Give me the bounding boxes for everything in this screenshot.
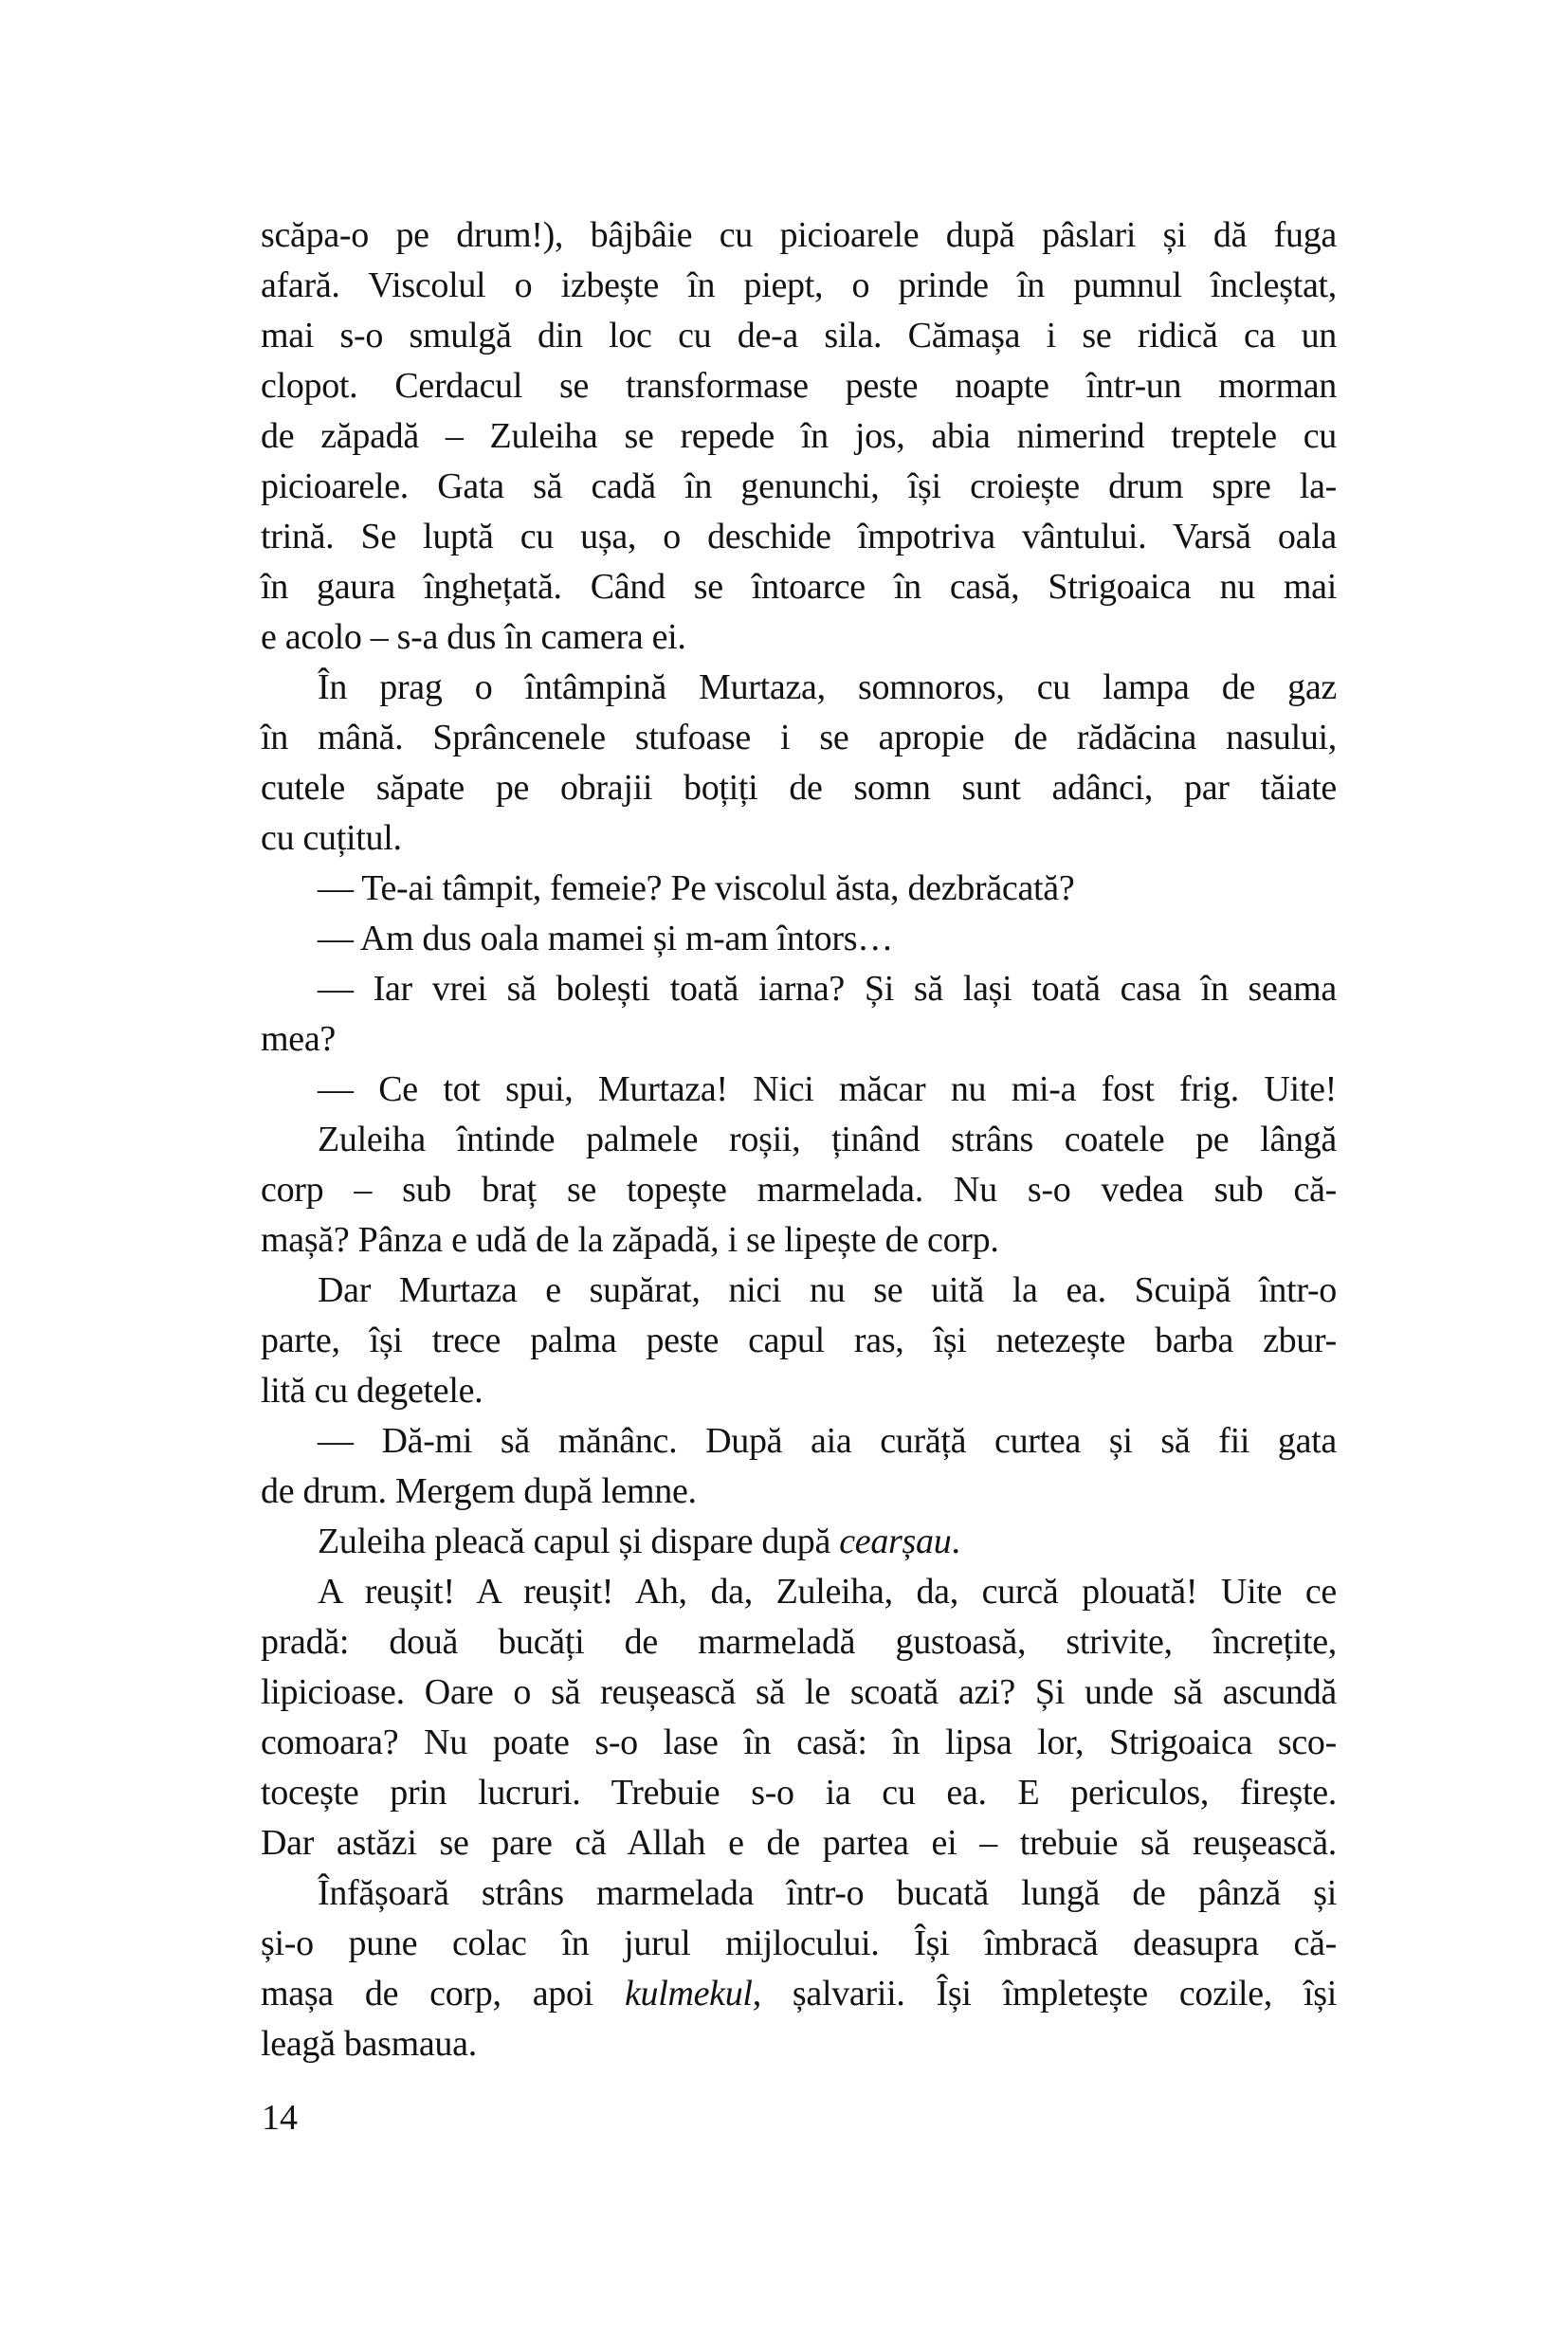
text-line: parte, își trece palma peste capul ras, își netezește barba zbur- — [261, 1321, 1337, 1360]
text-line: În prag o întâmpină Murtaza, somnoros, cu lampa de gaz — [318, 667, 1337, 707]
text-line: de zăpadă – Zuleiha se repede în jos, abia nimerind treptele cu — [261, 416, 1337, 456]
text-line: pradă: două bucăți de marmeladă gustoasă, strivite, încrețite, — [261, 1622, 1337, 1662]
text-line: de drum. Mergem după lemne. — [261, 1471, 697, 1511]
text-line: mașa de corp, apoi kulmekul, șalvarii. Își împletește cozile, își — [261, 1974, 1337, 2014]
text-line: mașă? Pânza e udă de la zăpadă, i se lipește de corp. — [261, 1220, 999, 1260]
text-line: cu cuțitul. — [261, 818, 402, 858]
page-number: 14 — [262, 2098, 298, 2138]
text-line: trină. Se luptă cu ușa, o deschide împotriva vântului. Varsă oala — [261, 517, 1337, 556]
text-line: mai s-o smulgă din loc cu de-a sila. Cămașa i se ridică ca un — [261, 316, 1337, 355]
text-line: în mână. Sprâncenele stufoase i se apropie de rădăcina nasului, — [261, 718, 1337, 757]
text-line: lipicioase. Oare o să reușească să le scoată azi? Și unde să ascundă — [261, 1672, 1337, 1712]
text-line: tocește prin lucruri. Trebuie s-o ia cu ea. E periculos, firește. — [261, 1773, 1337, 1813]
text-line: — Iar vrei să bolești toată iarna? Și să lași toată casa în seama — [318, 969, 1337, 1009]
text-line: e acolo – s-a dus în camera ei. — [261, 617, 686, 657]
text-line: Dar astăzi se pare că Allah e de partea ei – trebuie să reușească. — [261, 1823, 1337, 1863]
text-line: mea? — [261, 1019, 336, 1059]
text-line: — Am dus oala mamei și m-am întors… — [318, 919, 893, 958]
text-line: — Ce tot spui, Murtaza! Nici măcar nu mi-a fost frig. Uite! — [318, 1069, 1337, 1109]
text-line: corp – sub braț se topește marmelada. Nu s-o vedea sub că- — [261, 1170, 1337, 1210]
text-line: clopot. Cerdacul se transformase peste noapte într-un morman — [261, 366, 1337, 406]
text-line: și-o pune colac în jurul mijlocului. Își îmbracă deasupra că- — [261, 1923, 1337, 1963]
text-line: Zuleiha pleacă capul și dispare după cearșau. — [318, 1522, 960, 1561]
text-line: picioarele. Gata să cadă în genunchi, își croiește drum spre la- — [261, 466, 1337, 506]
text-line: cutele săpate pe obrajii boțiți de somn sunt adânci, par tăiate — [261, 768, 1337, 808]
text-line: A reușit! A reușit! Ah, da, Zuleiha, da, curcă plouată! Uite ce — [318, 1572, 1337, 1612]
text-line: scăpa-o pe drum!), bâjbâie cu picioarele după pâslari și dă fuga — [261, 215, 1337, 255]
text-line: lită cu degetele. — [261, 1371, 483, 1411]
text-line: Zuleiha întinde palmele roșii, ținând strâns coatele pe lângă — [318, 1120, 1337, 1159]
text-line: comoara? Nu poate s-o lase în casă: în lipsa lor, Strigoaica sco- — [261, 1722, 1337, 1762]
text-line: Dar Murtaza e supărat, nici nu se uită la ea. Scuipă într-o — [318, 1270, 1337, 1310]
text-column — [261, 210, 1337, 2069]
text-line: leagă basmaua. — [261, 2024, 477, 2064]
text-line: — Dă-mi să mănânc. După aia curăță curtea și să fii gata — [318, 1421, 1337, 1461]
text-line: — Te-ai tâmpit, femeie? Pe viscolul ăsta, dezbrăcată? — [318, 868, 1075, 908]
text-line: în gaura înghețată. Când se întoarce în casă, Strigoaica nu mai — [261, 567, 1337, 607]
text-line: afară. Viscolul o izbește în piept, o prinde în pumnul încleștat, — [261, 265, 1337, 305]
text-line: Înfășoară strâns marmelada într-o bucată lungă de pânză și — [318, 1873, 1337, 1913]
